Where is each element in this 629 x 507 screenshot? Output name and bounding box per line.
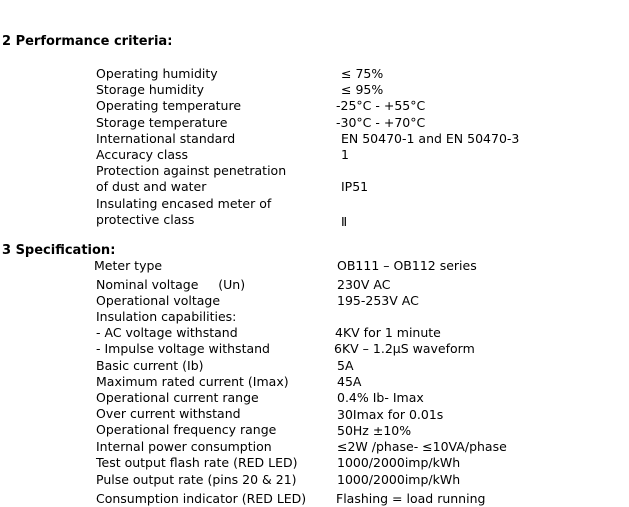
storage-temperature-label: Storage temperature [96,115,228,130]
internal-power-consumption-label: Internal power consumption [96,439,272,454]
impulse-voltage-withstand-value: 6KV – 1.2μS waveform [334,341,475,356]
storage-temperature-value: -30°C - +70°C [336,115,426,130]
consumption-indicator-label: Consumption indicator (RED LED) [96,491,307,506]
performance-criteria-heading: 2 Performance criteria: [2,34,173,49]
maximum-rated-current-label: Maximum rated current (Imax) [96,374,289,389]
storage-humidity-value: ≤ 95% [341,82,384,97]
operational-current-range-value: 0.4% Ib- Imax [337,390,424,405]
maximum-rated-current-value: 45A [337,374,362,389]
protection-value: IP51 [341,179,369,194]
accuracy-class-value: 1 [341,147,349,162]
insulation-capabilities-label: Insulation capabilities: [96,309,237,324]
international-standard-label: International standard [96,131,236,146]
ac-voltage-withstand-label: - AC voltage withstand [96,325,238,340]
pulse-output-rate-value: 1000/2000imp/kWh [337,472,461,487]
accuracy-class-label: Accuracy class [96,147,189,162]
protection-label-line1: Protection against penetration [96,163,287,178]
ac-voltage-withstand-value: 4KV for 1 minute [335,325,441,340]
storage-humidity-label: Storage humidity [96,82,205,97]
insulating-class-label-line2: protective class [96,212,195,227]
basic-current-value: 5A [337,358,354,373]
operating-temperature-value: -25°C - +55°C [336,98,426,113]
basic-current-label: Basic current (Ib) [96,358,204,373]
operating-temperature-label: Operating temperature [96,98,242,113]
test-output-flash-rate-label: Test output flash rate (RED LED) [96,455,298,470]
insulating-class-value: Ⅱ [341,214,348,229]
over-current-withstand-value: 30Imax for 0.01s [337,407,444,422]
operational-voltage-value: 195-253V AC [337,293,419,308]
meter-type-label: Meter type [94,258,163,273]
protection-label-line2: of dust and water [96,179,207,194]
operational-frequency-range-value: 50Hz ±10% [337,423,412,438]
nominal-voltage-value: 230V AC [337,277,391,292]
test-output-flash-rate-value: 1000/2000imp/kWh [337,455,461,470]
pulse-output-rate-label: Pulse output rate (pins 20 & 21) [96,472,297,487]
operating-humidity-value: ≤ 75% [341,66,384,81]
consumption-indicator-value: Flashing = load running [336,491,486,506]
impulse-voltage-withstand-label: - Impulse voltage withstand [96,341,270,356]
nominal-voltage-label: Nominal voltage (Un) [96,277,246,292]
operational-current-range-label: Operational current range [96,390,259,405]
insulating-class-label-line1: Insulating encased meter of [96,196,272,211]
operational-frequency-range-label: Operational frequency range [96,422,277,437]
meter-type-value: OB111 – OB112 series [337,258,477,273]
over-current-withstand-label: Over current withstand [96,406,241,421]
specification-heading: 3 Specification: [2,243,116,258]
operating-humidity-label: Operating humidity [96,66,218,81]
internal-power-consumption-value: ≤2W /phase- ≤10VA/phase [337,439,507,454]
operational-voltage-label: Operational voltage [96,293,221,308]
international-standard-value: EN 50470-1 and EN 50470-3 [341,131,520,146]
